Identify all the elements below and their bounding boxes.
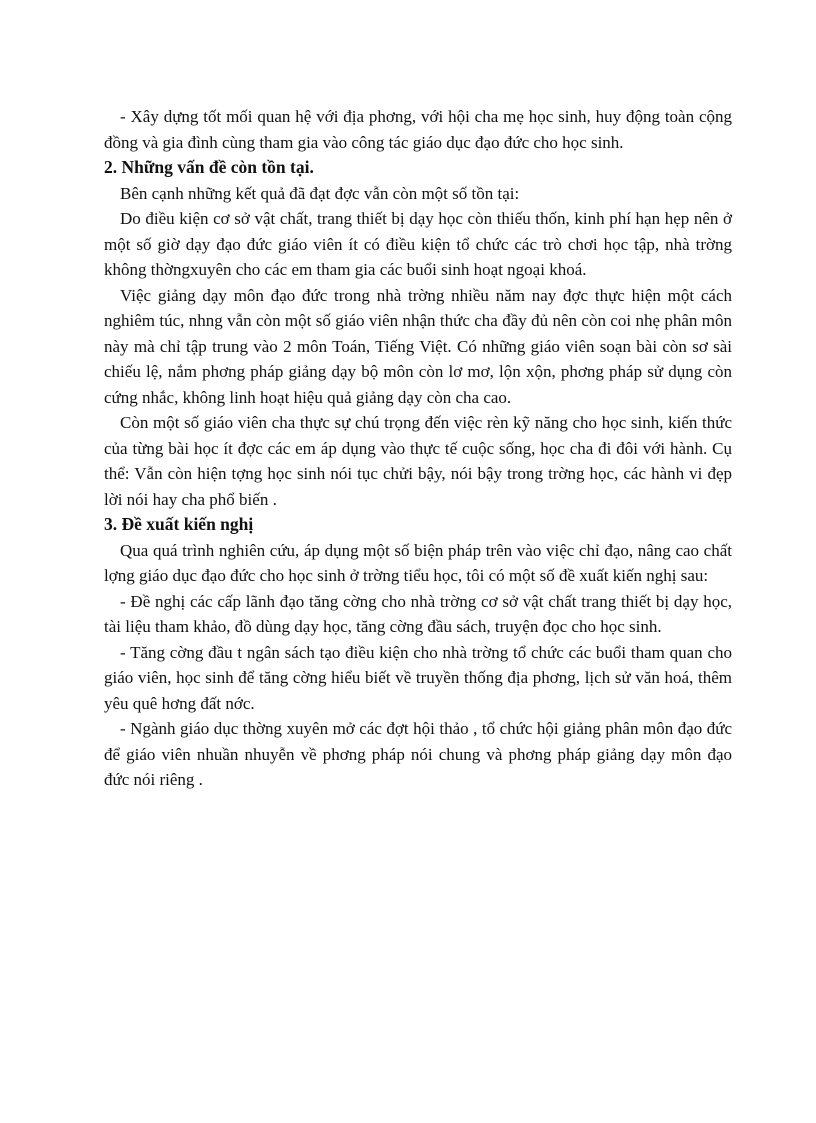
paragraph-recommendation-facilities: - Đề nghị các cấp lãnh đạo tăng cờng cho nhà trờng cơ sở vật chất trang thiết bị dạy học, tài liệu tham khảo, đồ dùng dạy học, tăng cờng đầu sách, truyện đọc cho học sinh. — [104, 591, 732, 636]
paragraph-recommendations-intro: Qua quá trình nghiên cứu, áp dụng một số biện pháp trên vào việc chỉ đạo, nâng cao chất lợng giáo dục đạo đức cho học sinh ở trờng tiểu học, tôi có một số đề xuất kiến nghị sau: — [104, 540, 732, 585]
section-heading-existing-issues: 2. Những vấn đề còn tồn tại. — [104, 157, 314, 177]
paragraph-issues-intro: Bên cạnh những kết quả đã đạt đợc vẫn còn một số tồn tại: — [120, 183, 520, 203]
paragraph-facilities-shortage: Do điều kiện cơ sở vật chất, trang thiết bị dạy học còn thiếu thốn, kinh phí hạn hẹp nên ở một số giờ dạy đạo đức giáo viên ít có điều kiện tổ chức các trò chơi học tập, nhà trờng không thờngxuyên cho các em tham gia các buổi sinh hoạt ngoại khoá. — [104, 209, 732, 279]
paragraph-community-relations: - Xây dựng tốt mối quan hệ với địa phơng, với hội cha mẹ học sinh, huy động toàn cộng đồng và gia đình cùng tham gia vào công tác giáo dục đạo đức cho học sinh. — [104, 107, 732, 152]
section-heading-recommendations: 3. Đề xuất kiến nghị — [104, 514, 254, 534]
document-body — [104, 104, 732, 793]
paragraph-teaching-quality: Việc giảng dạy môn đạo đức trong nhà trờng nhiều năm nay đợc thực hiện một cách nghiêm túc, nhng vẫn còn một số giáo viên nhận thức cha đầy đủ nên còn coi nhẹ phân môn này mà chỉ tập trung vào 2 môn Toán, Tiếng Việt. Có những giáo viên soạn bài còn sơ sài chiếu lệ, nắm phơng pháp giảng dạy bộ môn còn lơ mơ, lộn xộn, phơng pháp sử dụng còn cứng nhắc, không linh hoạt hiệu quả giảng dạy còn cha cao. — [104, 285, 732, 407]
paragraph-recommendation-budget: - Tăng cờng đầu t ngân sách tạo điều kiện cho nhà trờng tổ chức các buổi tham quan cho giáo viên, học sinh để tăng cờng hiểu biết về truyền thống địa phơng, lịch sử văn hoá, thêm yêu quê hơng đất nớc. — [104, 642, 732, 713]
paragraph-skills-training: Còn một số giáo viên cha thực sự chú trọng đến việc rèn kỹ năng cho học sinh, kiến thức của từng bài học ít đợc các em áp dụng vào thực tế cuộc sống, học cha đi đôi với hành. Cụ thể: Vẫn còn hiện tợng học sinh nói tục chửi bậy, nói bậy trong trờng học, các hành vi đẹp lời nói hay cha phổ biến . — [104, 413, 732, 509]
paragraph-recommendation-workshops: - Ngành giáo dục thờng xuyên mở các đợt hội thảo , tổ chức hội giảng phân môn đạo đức để giáo viên nhuần nhuyễn về phơng pháp nói chung và phơng pháp giảng dạy môn đạo đức nói riêng . — [104, 719, 732, 789]
